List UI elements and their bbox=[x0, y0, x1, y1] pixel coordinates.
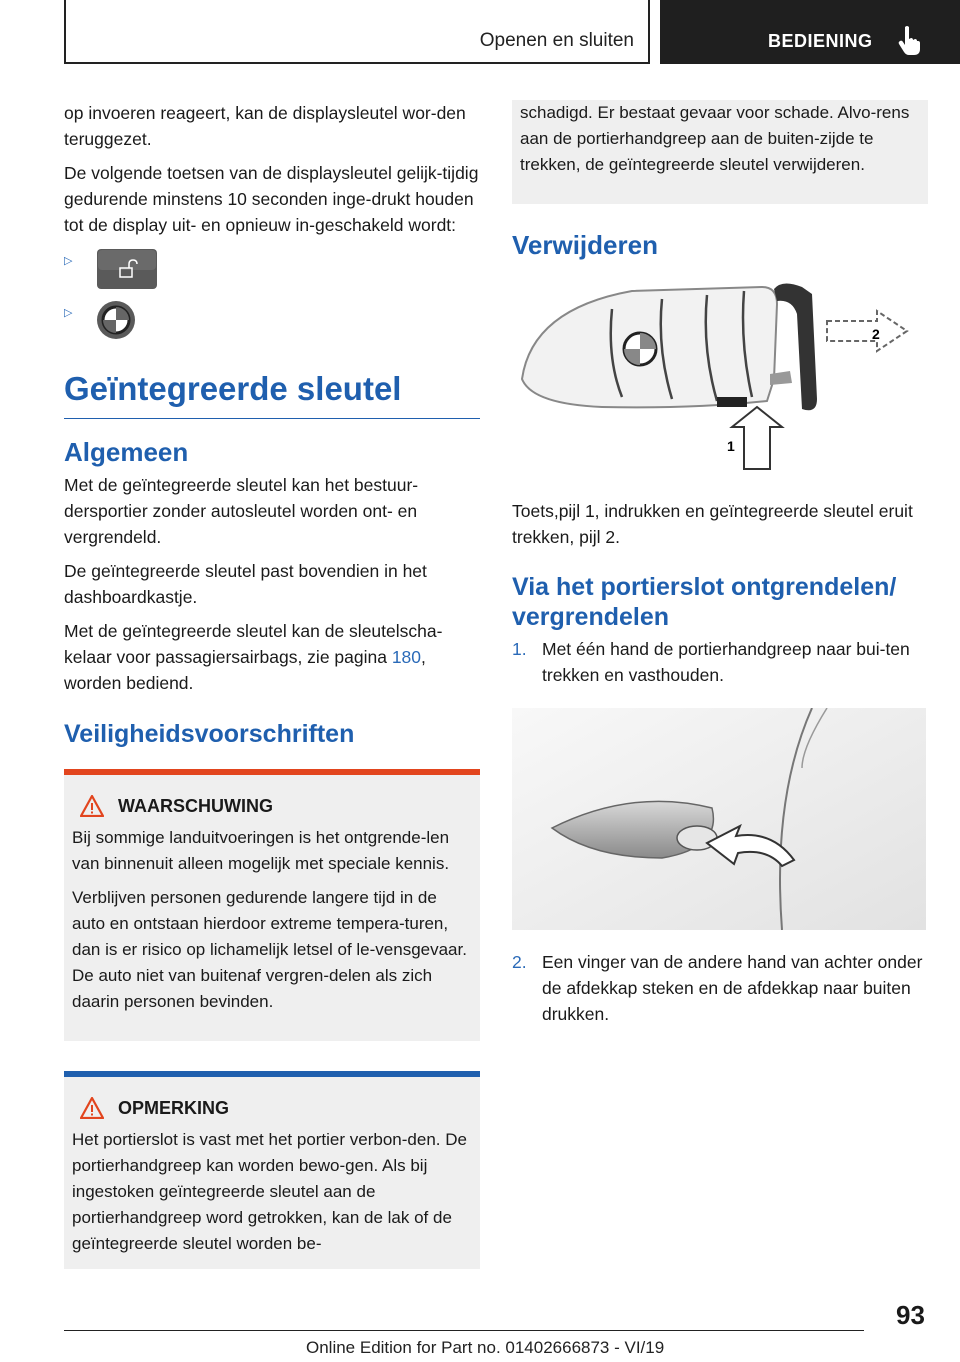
page-link-180[interactable]: 180 bbox=[391, 647, 422, 667]
left-column bbox=[64, 100, 480, 1269]
note-box bbox=[64, 1071, 480, 1269]
intro-paragraph-2: De volgende toetsen van de displaysleutel gelijk-tijdig gedurende minstens 10 seconden inge-drukt houden tot de display uit- en opnieuw in-geschakeld wordt: bbox=[64, 163, 479, 235]
intro-paragraph-1: op invoeren reageert, kan de displaysleutel wor-den teruggezet. bbox=[64, 103, 466, 149]
step-number: 1. bbox=[512, 639, 527, 659]
step-text: Een vinger van de andere hand van achter onder de afdekkap steken en de afdekkap naar buiten drukken. bbox=[542, 952, 923, 1024]
general-paragraph-1: Met de geïntegreerde sleutel kan het bestuur-dersportier zonder autosleutel worden ont- en vergrendeld. bbox=[64, 475, 419, 547]
note-continuation-box bbox=[512, 100, 928, 204]
heading-safety: Veiligheidsvoorschriften bbox=[64, 720, 355, 748]
pointing-hand-icon bbox=[896, 25, 922, 55]
heading-remove: Verwijderen bbox=[512, 230, 658, 260]
step-1 bbox=[512, 636, 928, 688]
heading-integrated-key: Geïntegreerde sleutel bbox=[64, 370, 480, 419]
page-number: 93 bbox=[896, 1300, 925, 1330]
note-paragraph-1: Het portierslot is vast met het portier verbon-den. De portierhandgreep kan worden bewo-gen. Als bij ingestoken geïntegreerde sleutel aan de portierhandgreep word getrokken, kan de lak of de geïntegreerde sleutel worden be- bbox=[72, 1130, 467, 1253]
note-triangle-icon bbox=[80, 1097, 104, 1119]
note-continuation-paragraph: schadigd. Er bestaat gevaar voor schade. Alvo-rens aan de portierhandgreep aan de buiten-zijde te trekken, de geïntegreerde sleutel verwijderen. bbox=[520, 103, 910, 174]
unlock-key-icon bbox=[96, 248, 158, 290]
general-p3-tail: , worden bediend. bbox=[64, 647, 426, 693]
remove-paragraph: Toets,pijl 1, indrukken en geïntegreerde sleutel eruit trekken, pijl 2. bbox=[512, 501, 913, 547]
door-handle-photo bbox=[512, 708, 926, 930]
warning-header bbox=[72, 795, 472, 817]
warning-triangle-icon bbox=[80, 795, 104, 817]
general-paragraph-3 bbox=[64, 618, 480, 696]
note-title: OPMERKING bbox=[118, 1097, 230, 1118]
warning-paragraph-2: Verblijven personen gedurende langere tijd in de auto en ontstaan hierdoor extreme tempera-turen, dan is er risico op lichamelijk letsel of le-vensgevaar. De auto niet van buitenaf vergren-delen als zich daarin personen bevinden. bbox=[72, 888, 467, 1011]
step-2 bbox=[512, 949, 928, 1027]
warning-paragraph-1: Bij sommige landuitvoeringen is het ontgrende-len van binnenuit alleen mogelijk met speciale kennis. bbox=[72, 828, 450, 873]
bullet-marker: ▷ bbox=[64, 255, 73, 267]
key-removal-figure bbox=[512, 279, 928, 479]
warning-title: WAARSCHUWING bbox=[118, 795, 273, 816]
bullet-marker: ▷ bbox=[64, 307, 73, 319]
page-header bbox=[0, 0, 960, 64]
section-tab bbox=[660, 0, 960, 64]
figure-label-1: 1 bbox=[727, 438, 735, 454]
right-column bbox=[512, 104, 928, 1027]
steps-list bbox=[512, 636, 928, 688]
general-p3-text: Met de geïntegreerde sleutel kan de sleutelscha-kelaar voor passagiersairbags, zie pagina bbox=[64, 621, 443, 667]
warning-box bbox=[64, 769, 480, 1041]
step-text: Met één hand de portierhandgreep naar bui-ten trekken en vasthouden. bbox=[542, 639, 910, 685]
edition-text: Online Edition for Part no. 01402666873 - VI/19 bbox=[306, 1338, 665, 1357]
section-title: BEDIENING bbox=[768, 31, 873, 51]
note-header bbox=[72, 1097, 472, 1119]
key-bullet-logo bbox=[64, 300, 480, 340]
chapter-tab bbox=[64, 0, 650, 64]
steps-list-2 bbox=[512, 949, 928, 1027]
step-number: 2. bbox=[512, 952, 527, 972]
general-paragraph-2: De geïntegreerde sleutel past bovendien in het dashboardkastje. bbox=[64, 561, 427, 607]
heading-door-lock: Via het portierslot ontgrendelen/ vergrendelen bbox=[512, 573, 897, 631]
figure-label-2: 2 bbox=[872, 326, 880, 342]
chapter-title: Openen en sluiten bbox=[479, 30, 634, 51]
brand-logo-key-icon bbox=[96, 300, 136, 340]
footer-divider bbox=[64, 1330, 864, 1331]
key-bullet-unlock bbox=[64, 248, 480, 290]
heading-general: Algemeen bbox=[64, 437, 189, 467]
